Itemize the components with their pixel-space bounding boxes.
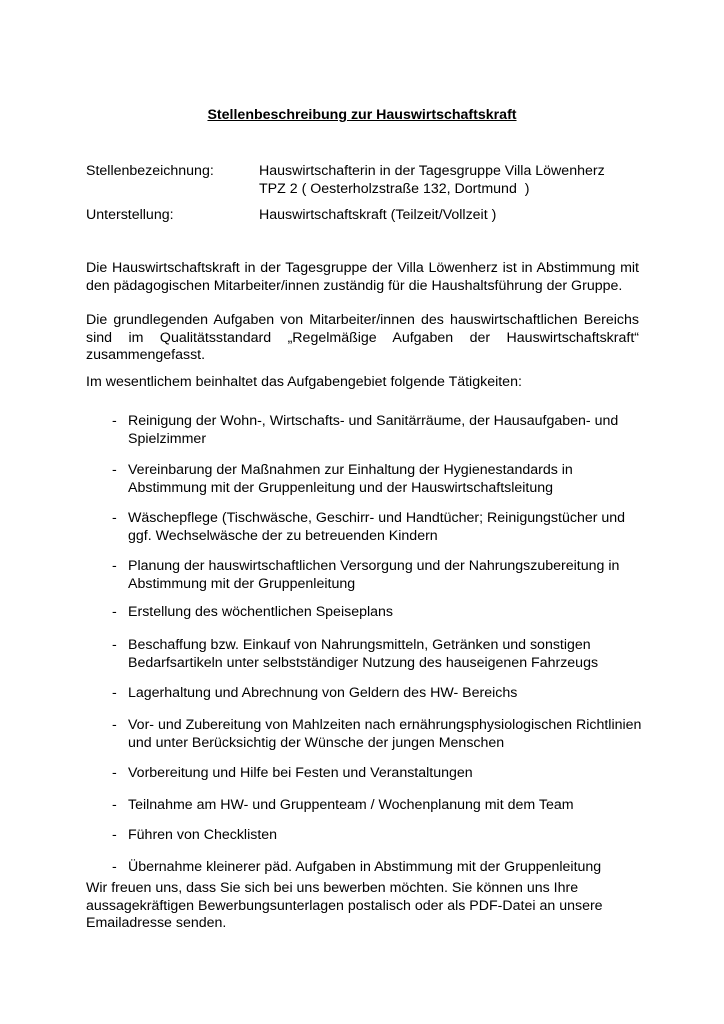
task-list-lead-in: Im wesentlichem beinhaltet das Aufgabengebiet folgende Tätigkeiten:	[86, 374, 522, 390]
meta-value: Hauswirtschaftskraft (Teilzeit/Vollzeit )	[259, 207, 497, 223]
list-item-text: Vorbereitung und Hilfe bei Festen und Veranstaltungen	[128, 765, 473, 781]
list-item-text: Wäschepflege (Tischwäsche, Geschirr- und Handtücher; Reinigungstücher und ggf. Wechselwäsche der zu betreuenden Kindern	[128, 510, 626, 544]
list-item-text: Planung der hauswirtschaftlichen Versorgung und der Nahrungszubereitung in Abstimmung mit der Gruppenleitung	[128, 558, 620, 592]
meta-label: Unterstellung:	[86, 207, 174, 223]
list-dash: -	[112, 637, 117, 653]
list-item-text: Führen von Checklisten	[128, 827, 278, 843]
meta-value: Hauswirtschafterin in der Tagesgruppe Villa Löwenherz TPZ 2 ( Oesterholzstraße 132, Dortmund )	[259, 163, 605, 197]
standards-paragraph: Die grundlegenden Aufgaben von Mitarbeiter/innen des hauswirtschaftlichen Bereichs sind im Qualitätsstandard „Regelmäßige Aufgaben der Hauswirtschaftskraft“ zusammengefasst.	[86, 312, 639, 363]
list-item-text: Vereinbarung der Maßnahmen zur Einhaltung der Hygienestandards in Abstimmung mit der Gruppenleitung und der Hauswirtschaftsleitung	[128, 462, 573, 496]
list-dash: -	[112, 859, 117, 875]
list-dash: -	[112, 827, 117, 843]
list-item-text: Reinigung der Wohn-, Wirtschafts- und Sanitärräume, der Hausaufgaben- und Spielzimmer	[128, 413, 619, 447]
document-title: Stellenbeschreibung zur Hauswirtschaftskraft	[207, 107, 517, 123]
list-item-text: Lagerhaltung und Abrechnung von Geldern des HW- Bereichs	[128, 685, 518, 701]
list-dash: -	[112, 510, 117, 526]
list-item-text: Vor- und Zubereitung von Mahlzeiten nach ernährungsphysiologischen Richtlinien und unter Berücksichtig der Wünsche der jungen Menschen	[128, 717, 642, 751]
list-item-text: Übernahme kleinerer päd. Aufgaben in Abstimmung mit der Gruppenleitung	[128, 859, 602, 875]
list-item-text: Erstellung des wöchentlichen Speiseplans	[128, 604, 393, 620]
intro-paragraph: Die Hauswirtschaftskraft in der Tagesgruppe der Villa Löwenherz ist in Abstimmung mit den pädagogischen Mitarbeiter/innen zuständig für die Haushaltsführung der Gruppe.	[86, 260, 639, 294]
list-dash: -	[112, 558, 117, 574]
closing-paragraph: Wir freuen uns, dass Sie sich bei uns bewerben möchten. Sie können uns Ihre aussagekräftigen Bewerbungsunterlagen postalisch oder als PDF-Datei an unsere Emailadresse senden.	[86, 880, 603, 931]
list-dash: -	[112, 604, 117, 620]
list-dash: -	[112, 765, 117, 781]
meta-label: Stellenbezeichnung:	[86, 163, 214, 179]
list-item-text: Teilnahme am HW- und Gruppenteam / Wochenplanung mit dem Team	[128, 797, 574, 813]
list-dash: -	[112, 717, 117, 733]
list-dash: -	[112, 685, 117, 701]
list-dash: -	[112, 797, 117, 813]
list-item-text: Beschaffung bzw. Einkauf von Nahrungsmitteln, Getränken und sonstigen Bedarfsartikeln unter selbstständiger Nutzung des hauseigenen Fahrzeugs	[128, 637, 599, 671]
list-dash: -	[112, 413, 117, 429]
list-dash: -	[112, 462, 117, 478]
